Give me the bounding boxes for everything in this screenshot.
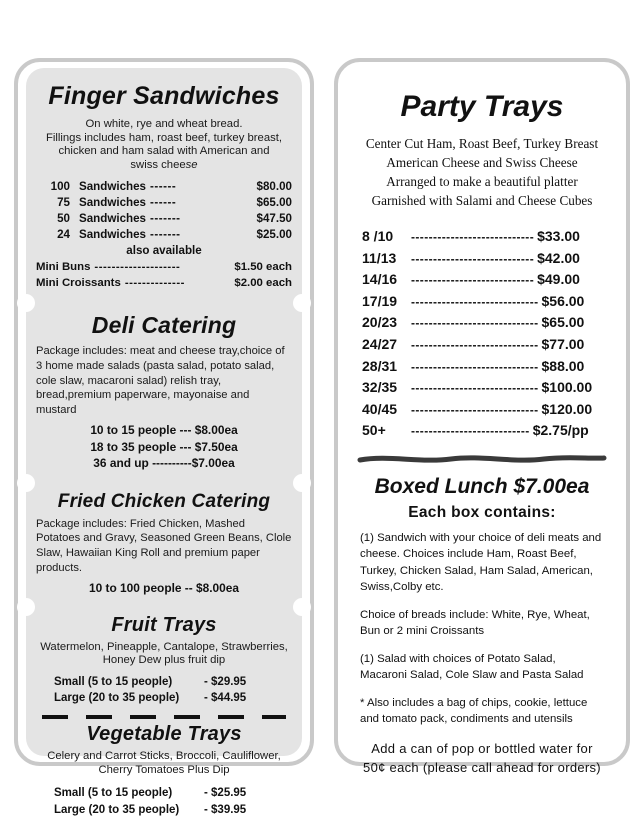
party-dots: ----------------------------- <box>411 316 539 331</box>
desc-line: Watermelon, Pineapple, Cantalope, Strawberries, <box>40 640 288 653</box>
size-label: Small (5 to 15 people) <box>54 675 173 688</box>
party-dots: ----------------------------- <box>411 359 539 374</box>
desc-line: swiss chee <box>130 158 186 171</box>
price-row <box>36 179 292 195</box>
boxed-lunch-subheading: Each box contains: <box>408 503 556 521</box>
fried-chicken-price-line: 10 to 100 people -- $8.00ea <box>88 581 240 596</box>
party-size: 17/19 <box>362 292 398 309</box>
extra-amount: $1.50 each <box>234 261 292 274</box>
desc-line: Fillings includes ham, roast beef, turkey breast, <box>45 131 283 144</box>
desc-line-tail: se <box>185 158 198 171</box>
section-boxed-lunch <box>344 464 620 777</box>
desc-line: American Cheese and Swiss Cheese <box>386 155 578 170</box>
party-amount: $65.00 <box>541 314 585 331</box>
party-size: 11/13 <box>362 249 397 266</box>
vegetable-trays-description <box>36 750 292 777</box>
party-trays-price-table <box>362 226 606 442</box>
vegetable-trays-heading: Vegetable Trays <box>86 722 242 745</box>
price-row <box>36 195 292 211</box>
size-amount: - $39.95 <box>204 803 247 816</box>
party-dots: ----------------------------- <box>411 402 539 417</box>
boxed-lunch-footer <box>358 739 606 777</box>
price-name: Sandwiches <box>79 212 147 226</box>
size-label: Large (20 to 35 people) <box>54 803 180 816</box>
price-dots: ------- <box>150 212 181 226</box>
extra-dots: -------------- <box>124 277 185 290</box>
desc-line: Center Cut Ham, Roast Beef, Turkey Breast <box>365 136 599 151</box>
section-deli-catering <box>26 303 302 482</box>
dashed-divider <box>42 715 286 719</box>
price-amount: $65.00 <box>256 196 292 210</box>
price-name: Sandwiches <box>79 180 147 194</box>
price-dots: ------ <box>150 180 177 194</box>
price-dots: ------- <box>150 228 181 242</box>
party-amount: $77.00 <box>541 335 585 352</box>
party-amount: $33.00 <box>537 228 580 244</box>
size-amount: - $29.95 <box>204 675 247 688</box>
party-amount: $100.00 <box>541 379 593 396</box>
boxed-lunch-note: (1) Sandwich with your choice of deli meats and cheese. Choices include Ham, Roast Beef, Turkey, Chicken Salad, Ham Salad, American, Swiss,Colby etc. <box>360 531 602 594</box>
party-size: 14/16 <box>362 271 398 288</box>
party-amount: $120.00 <box>541 400 593 417</box>
party-dots: ---------------------------- <box>411 273 535 288</box>
party-price-row <box>362 226 606 248</box>
notch-right-icon <box>293 474 311 492</box>
price-qty: 100 <box>50 180 70 194</box>
desc-line: On white, rye and wheat bread. <box>85 118 243 130</box>
size-row <box>36 802 292 819</box>
right-menu-panel <box>344 68 620 775</box>
party-amount: $42.00 <box>537 249 580 266</box>
party-amount: $56.00 <box>541 292 585 309</box>
party-dots: --------------------------- <box>411 424 530 439</box>
price-row <box>36 211 292 227</box>
deli-price-line: 18 to 35 people --- $7.50ea <box>90 439 238 454</box>
size-amount: - $25.95 <box>204 787 247 800</box>
extra-dots: -------------------- <box>94 261 181 274</box>
deli-catering-heading: Deli Catering <box>91 312 237 339</box>
desc-line: Cherry Tomatoes Plus Dip <box>98 763 230 776</box>
fruit-trays-description <box>36 641 292 668</box>
price-qty: 50 <box>57 212 70 226</box>
notch-left-icon <box>17 474 35 492</box>
party-dots: ----------------------------- <box>411 337 539 352</box>
boxed-lunch-note: * Also includes a bag of chips, cookie, lettuce and tomato pack, condiments and utensils <box>360 696 588 726</box>
party-dots: ----------------------------- <box>411 381 539 396</box>
deli-catering-description: Package includes: meat and cheese tray,choice of 3 home made salads (pasta salad, potato salad, cole slaw, macaroni salad) relish tray, bread,premium paperware, mayonaise and mustard <box>36 345 285 416</box>
party-price-row <box>362 312 606 334</box>
party-size: 20/23 <box>362 314 398 331</box>
desc-line: Celery and Carrot Sticks, Broccoli, Cauliflower, <box>47 749 281 762</box>
price-amount: $25.00 <box>256 228 292 242</box>
desc-line: Honey Dew plus fruit dip <box>102 654 226 667</box>
price-row <box>36 227 292 243</box>
price-qty: 75 <box>57 196 70 210</box>
left-menu-panel <box>26 68 302 816</box>
boxed-lunch-note: (1) Salad with choices of Potato Salad, Macaroni Salad, Cole Slaw and Pasta Salad <box>360 652 584 682</box>
party-trays-heading: Party Trays <box>400 90 564 123</box>
extra-name: Mini Croissants <box>36 277 121 290</box>
party-dots: ---------------------------- <box>411 230 535 244</box>
size-row <box>36 674 292 691</box>
deli-price-line: 10 to 15 people --- $8.00ea <box>90 423 238 438</box>
party-size: 8 /10 <box>362 228 394 244</box>
size-row <box>36 785 292 802</box>
party-trays-description <box>344 134 620 210</box>
boxed-lunch-note: Choice of breads include: White, Rye, Wheat, Bun or 2 mini Croissants <box>360 608 590 638</box>
deli-price-line: 36 and up ----------$7.00ea <box>93 456 235 471</box>
party-price-row <box>362 356 606 378</box>
party-dots: ---------------------------- <box>411 251 535 266</box>
wavy-divider-icon <box>358 454 606 464</box>
party-price-row <box>362 291 606 313</box>
price-amount: $47.50 <box>256 212 292 226</box>
party-price-row <box>362 269 606 291</box>
party-price-row <box>362 334 606 356</box>
notch-left-icon <box>17 598 35 616</box>
fruit-trays-heading: Fruit Trays <box>111 613 217 636</box>
extra-row <box>36 259 292 275</box>
price-amount: $80.00 <box>256 180 292 194</box>
party-size: 28/31 <box>362 357 398 374</box>
section-party-trays <box>344 68 620 442</box>
party-amount: $88.00 <box>541 357 585 374</box>
size-amount: - $44.95 <box>204 692 247 705</box>
size-label: Small (5 to 15 people) <box>54 787 173 800</box>
price-qty: 24 <box>57 228 70 242</box>
desc-line: Arranged to make a beautiful platter <box>386 174 578 189</box>
party-price-row <box>362 420 606 442</box>
price-dots: ------ <box>150 196 177 210</box>
section-fruit-trays <box>26 607 302 719</box>
size-label: Large (20 to 35 people) <box>54 692 180 705</box>
party-dots: ----------------------------- <box>411 294 539 309</box>
also-available-label: also available <box>126 244 202 258</box>
finger-sandwiches-heading: Finger Sandwiches <box>48 82 280 110</box>
section-fried-chicken-catering <box>26 483 302 607</box>
party-price-row <box>362 377 606 399</box>
size-row <box>36 690 292 707</box>
party-size: 32/35 <box>362 379 398 396</box>
section-finger-sandwiches <box>26 68 302 303</box>
party-amount: $49.00 <box>537 271 580 288</box>
party-price-row <box>362 248 606 270</box>
footer-line: Add a can of pop or bottled water for <box>371 740 593 756</box>
fried-chicken-description: Package includes: Fried Chicken, Mashed Potatoes and Gravy, Seasoned Green Beans, Clole Slaw, Hawaiian King Roll and premium paper products. <box>36 517 292 574</box>
desc-line: chicken and ham salad with American and <box>58 145 270 158</box>
price-name: Sandwiches <box>79 228 147 242</box>
finger-sandwiches-description <box>36 118 292 172</box>
desc-line: Garnished with Salami and Cheese Cubes <box>371 193 593 208</box>
price-name: Sandwiches <box>79 196 147 210</box>
finger-sandwiches-price-list <box>36 179 292 291</box>
party-size: 40/45 <box>362 400 398 417</box>
party-price-row <box>362 399 606 421</box>
extra-name: Mini Buns <box>36 261 91 274</box>
notch-right-icon <box>293 598 311 616</box>
party-amount: $2.75/pp <box>532 422 589 439</box>
fried-chicken-catering-heading: Fried Chicken Catering <box>57 490 271 512</box>
extra-row <box>36 275 292 291</box>
party-size: 50+ <box>362 422 386 439</box>
party-size: 24/27 <box>362 335 398 352</box>
extra-amount: $2.00 each <box>234 277 292 290</box>
boxed-lunch-heading: Boxed Lunch $7.00ea <box>374 474 590 498</box>
footer-line: 50¢ each (please call ahead for orders) <box>363 759 601 775</box>
section-vegetable-trays <box>26 721 302 818</box>
